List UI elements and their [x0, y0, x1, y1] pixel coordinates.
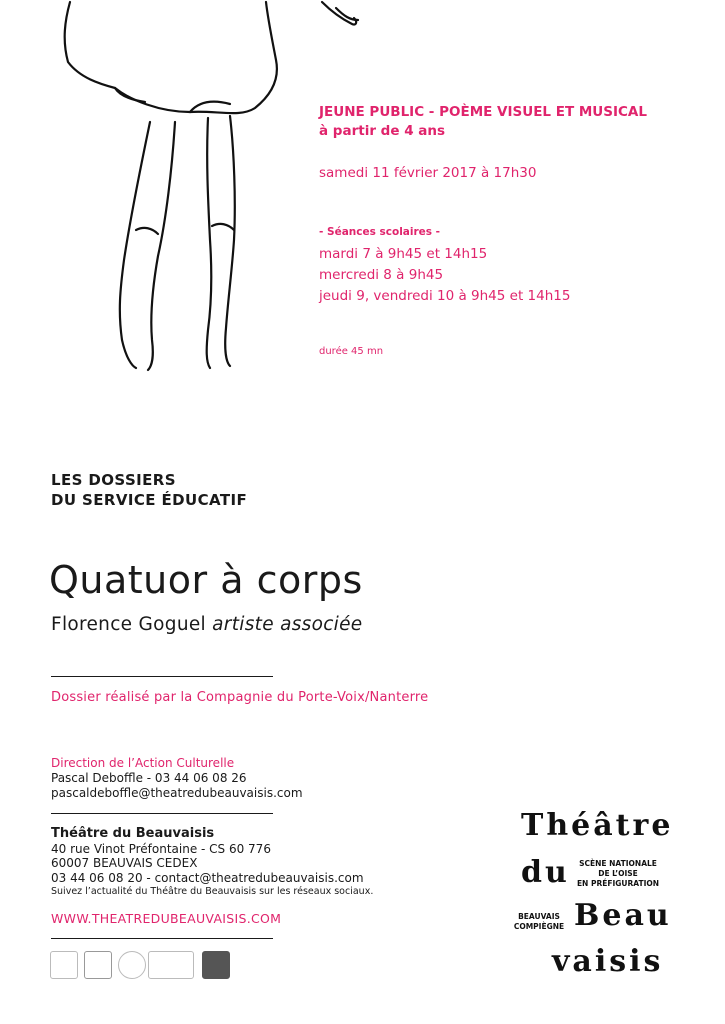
event-duration: durée 45 mn: [319, 346, 384, 357]
city-line2: COMPIÈGNE: [513, 922, 565, 931]
school-session: jeudi 9, vendredi 10 à 9h45 et 14h15: [319, 288, 571, 304]
venue-social: Suivez l’actualité du Théâtre du Beauvaisis sur les réseaux sociaux.: [51, 886, 374, 897]
dancer-illustration: [40, 0, 370, 380]
theatre-logo-line1: Théâtre: [521, 808, 674, 843]
agglomeration-logo: [202, 951, 230, 979]
event-date: samedi 11 février 2017 à 17h30: [319, 165, 537, 181]
school-session: mardi 7 à 9h45 et 14h15: [319, 246, 488, 262]
event-category: JEUNE PUBLIC - POÈME VISUEL ET MUSICAL: [319, 104, 647, 120]
dossier-heading: [51, 470, 247, 510]
tagline-line2: DE L’OISE: [598, 869, 638, 878]
ministry-logo: [50, 951, 78, 979]
dossier-heading-line1: LES DOSSIERS: [51, 471, 176, 489]
partner-logos: [50, 951, 230, 983]
divider: [51, 813, 273, 814]
artist-role: artiste associée: [212, 614, 363, 635]
venue-address: 40 rue Vinot Préfontaine - CS 60 776: [51, 841, 271, 856]
theatre-logo-tagline: [576, 859, 660, 889]
venue-name: Théâtre du Beauvaisis: [51, 826, 215, 841]
event-header: [319, 103, 647, 141]
region-logo: [84, 951, 112, 979]
theatre-logo-line3: Beau: [574, 898, 672, 933]
artist-name: Florence Goguel: [51, 614, 206, 635]
theatre-logo-line2: du: [521, 855, 570, 890]
theatre-logo-line4: vaisis: [552, 944, 664, 979]
show-subtitle: [51, 614, 362, 635]
school-session: mercredi 8 à 9h45: [319, 267, 444, 283]
venue-block: [51, 827, 373, 900]
city-line1: BEAUVAIS: [518, 912, 560, 921]
tagline-line1: SCÈNE NATIONALE: [579, 859, 657, 868]
contact-block: [51, 756, 303, 801]
school-sessions-list: [319, 244, 570, 307]
school-sessions-title: - Séances scolaires -: [319, 226, 441, 238]
contact-email: pascaldeboffle@theatredubeauvaisis.com: [51, 786, 303, 800]
contact-person: Pascal Deboffle - 03 44 06 08 26: [51, 771, 247, 785]
city-logo: [148, 951, 194, 979]
department-logo: [118, 951, 146, 979]
tagline-line3: EN PRÉFIGURATION: [576, 879, 660, 888]
show-title: Quatuor à corps: [49, 558, 363, 602]
contact-department: Direction de l’Action Culturelle: [51, 756, 235, 770]
venue-city: 60007 BEAUVAIS CEDEX: [51, 856, 198, 870]
dossier-credit: Dossier réalisé par la Compagnie du Porte-Voix/Nanterre: [51, 690, 429, 705]
event-age: à partir de 4 ans: [319, 123, 446, 139]
website-link[interactable]: WWW.THEATREDUBEAUVAISIS.COM: [51, 911, 282, 926]
venue-phone-email: 03 44 06 08 20 - contact@theatredubeauvaisis.com: [51, 870, 364, 885]
theatre-logo-cities: [511, 912, 567, 932]
dossier-heading-line2: DU SERVICE ÉDUCATIF: [51, 491, 248, 509]
divider: [51, 938, 273, 939]
divider: [51, 676, 273, 677]
